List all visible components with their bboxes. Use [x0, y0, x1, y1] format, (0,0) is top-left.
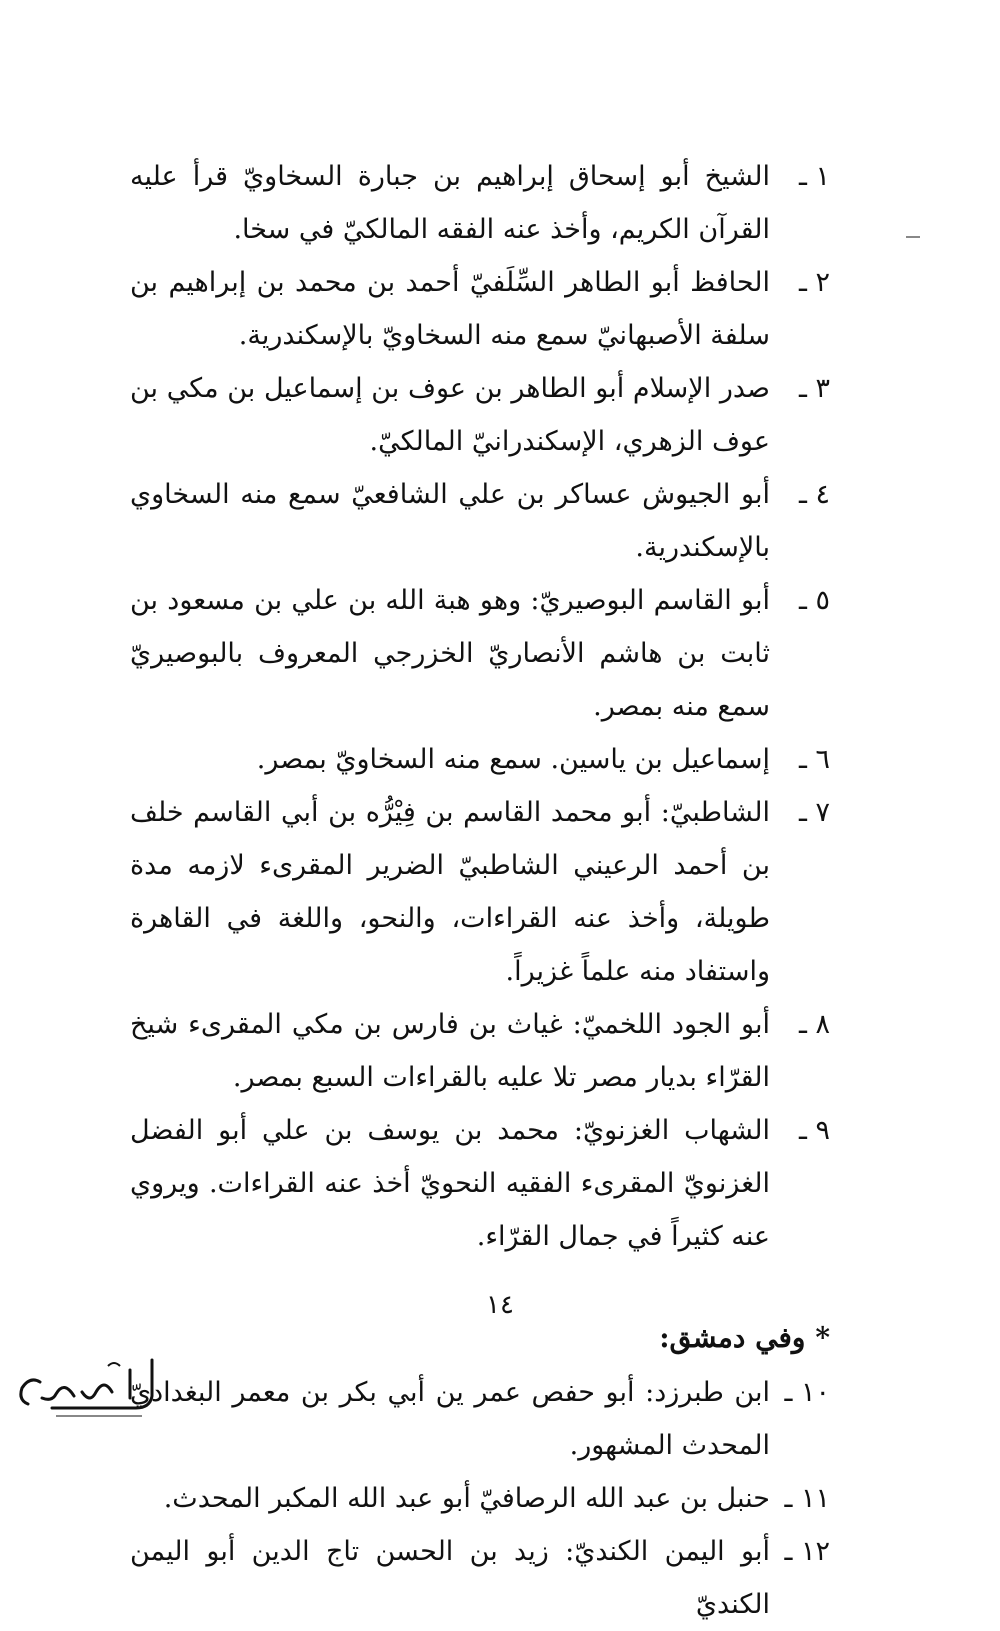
page-number: ١٤: [486, 1290, 514, 1320]
list-item: [130, 1525, 830, 1631]
item-text: الشيخ أبو إسحاق إبراهيم بن جبارة السخاويّ قرأ عليه القرآن الكريم، وأخذ عنه الفقه المالكيّ في سخا.: [130, 161, 770, 245]
item-number: ٩ ـ: [798, 1115, 830, 1146]
list-item: [130, 1366, 830, 1472]
item-number: ٥ ـ: [798, 585, 830, 616]
item-number: ١٠ ـ: [784, 1377, 830, 1408]
asterisk-icon: *: [815, 1321, 830, 1354]
item-text: أبو القاسم البوصيريّ: وهو هبة الله بن علي بن مسعود بن ثابت بن هاشم الأنصاريّ الخزرجي المعروف بالبوصيريّ سمع منه بمصر.: [130, 585, 770, 722]
list-item: [130, 786, 830, 998]
item-text: أبو الجيوش عساكر بن علي الشافعيّ سمع منه السخاوي بالإسكندرية.: [130, 479, 770, 563]
list-item: [130, 1472, 830, 1525]
list-item: [130, 468, 830, 574]
item-text: الحافظ أبو الطاهر السِّلَفيّ أحمد بن محمد بن إبراهيم بن سلفة الأصبهانيّ سمع منه السخاويّ بالإسكندرية.: [130, 267, 770, 351]
item-number: ٨ ـ: [798, 1009, 830, 1040]
calligraphy-logo-icon: [12, 1352, 162, 1422]
item-number: ٦ ـ: [798, 744, 830, 775]
item-number: ١٢ ـ: [784, 1536, 830, 1567]
list-item: [130, 150, 830, 256]
item-text: حنبل بن عبد الله الرصافيّ أبو عبد الله المكبر المحدث.: [163, 1483, 770, 1514]
item-number: ٣ ـ: [798, 373, 830, 404]
item-text: صدر الإسلام أبو الطاهر بن عوف بن إسماعيل بن مكي بن عوف الزهري، الإسكندرانيّ المالكيّ.: [130, 373, 770, 457]
list-item: [130, 1104, 830, 1263]
item-text: أبو اليمن الكنديّ: زيد بن الحسن تاج الدين أبو اليمن الكنديّ: [130, 1536, 770, 1620]
item-number: ١١ ـ: [784, 1483, 830, 1514]
item-number: ١ ـ: [798, 161, 830, 192]
list-item: [130, 362, 830, 468]
item-text: ابن طبرزد: أبو حفص عمر ين أبي بكر بن معمر البغداديّ المحدث المشهور.: [130, 1377, 770, 1461]
list-item: [130, 733, 830, 786]
item-text: الشهاب الغزنويّ: محمد بن يوسف بن علي أبو الفضل الغزنويّ المقرىء الفقيه النحويّ أخذ عنه القراءات. ويروي عنه كثيراً في جمال القرّاء.: [130, 1115, 770, 1252]
section-title: وفي دمشق:: [659, 1321, 806, 1354]
scan-speck: [906, 236, 920, 238]
item-number: ٤ ـ: [798, 479, 830, 510]
main-text: [130, 150, 830, 1631]
item-number: ٧ ـ: [798, 797, 830, 828]
list-item: [130, 256, 830, 362]
list-item: [130, 574, 830, 733]
item-number: ٢ ـ: [798, 267, 830, 298]
item-text: أبو الجود اللخميّ: غياث بن فارس بن مكي المقرىء شيخ القرّاء بديار مصر تلا عليه بالقراءات السبع بمصر.: [130, 1009, 770, 1093]
list-item: [130, 998, 830, 1104]
item-text: الشاطبيّ: أبو محمد القاسم بن فِيْرُّه بن أبي القاسم خلف بن أحمد الرعيني الشاطبيّ الضرير المقرىء لازمه مدة طويلة، وأخذ عنه القراءات، والنحو، واللغة في القاهرة واستفاد منه علماً غزيراً.: [130, 797, 770, 987]
item-text: إسماعيل بن ياسين. سمع منه السخاويّ بمصر.: [256, 744, 770, 775]
